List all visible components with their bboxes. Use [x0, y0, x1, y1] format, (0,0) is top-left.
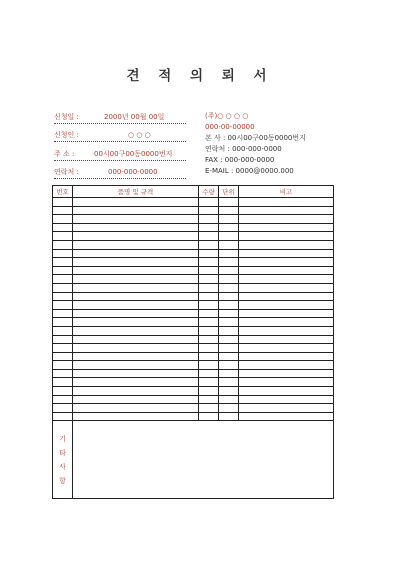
- applicant-value: ○ ○ ○: [128, 131, 151, 139]
- company-email: E-MAIL : 0000@0000.000: [205, 167, 294, 175]
- cell-unit[interactable]: [219, 395, 239, 404]
- cell-number[interactable]: [53, 326, 73, 335]
- cell-number[interactable]: [53, 215, 73, 224]
- cell-quantity[interactable]: [199, 404, 219, 413]
- cell-number[interactable]: [53, 335, 73, 344]
- cell-quantity[interactable]: [199, 249, 219, 258]
- table-row: [53, 335, 334, 344]
- notes-label-char: 사: [59, 462, 66, 471]
- cell-item-spec[interactable]: [73, 318, 199, 327]
- cell-number[interactable]: [53, 361, 73, 370]
- cell-item-spec[interactable]: [73, 258, 199, 267]
- table-header-row: [53, 186, 334, 198]
- cell-quantity[interactable]: [199, 326, 219, 335]
- cell-number[interactable]: [53, 249, 73, 258]
- cell-number[interactable]: [53, 283, 73, 292]
- cell-item-spec[interactable]: [73, 266, 199, 275]
- cell-unit[interactable]: [219, 335, 239, 344]
- cell-item-spec[interactable]: [73, 326, 199, 335]
- cell-unit[interactable]: [219, 266, 239, 275]
- table-row: [53, 318, 334, 327]
- address-value: 00시00구00동0000번지: [94, 150, 173, 158]
- cell-number[interactable]: [53, 206, 73, 215]
- request-date-row: [54, 112, 186, 124]
- table-row: [53, 240, 334, 249]
- cell-number[interactable]: [53, 352, 73, 361]
- cell-number[interactable]: [53, 301, 73, 310]
- cell-remarks[interactable]: [239, 223, 334, 232]
- notes-row: [53, 421, 334, 499]
- cell-unit[interactable]: [219, 198, 239, 207]
- cell-quantity[interactable]: [199, 240, 219, 249]
- cell-number[interactable]: [53, 378, 73, 387]
- cell-number[interactable]: [53, 258, 73, 267]
- cell-item-spec[interactable]: [73, 223, 199, 232]
- header-item-spec: 품명 및 규격: [73, 186, 199, 198]
- cell-remarks[interactable]: [239, 369, 334, 378]
- cell-unit[interactable]: [219, 240, 239, 249]
- cell-unit[interactable]: [219, 387, 239, 396]
- cell-remarks[interactable]: [239, 198, 334, 207]
- cell-number[interactable]: [53, 318, 73, 327]
- cell-quantity[interactable]: [199, 266, 219, 275]
- cell-unit[interactable]: [219, 275, 239, 284]
- cell-remarks[interactable]: [239, 232, 334, 241]
- cell-quantity[interactable]: [199, 378, 219, 387]
- cell-item-spec[interactable]: [73, 352, 199, 361]
- notes-label-char: 타: [59, 448, 66, 457]
- cell-quantity[interactable]: [199, 352, 219, 361]
- cell-unit[interactable]: [219, 369, 239, 378]
- cell-remarks[interactable]: [239, 335, 334, 344]
- cell-item-spec[interactable]: [73, 387, 199, 396]
- cell-item-spec[interactable]: [73, 404, 199, 413]
- cell-unit[interactable]: [219, 326, 239, 335]
- cell-number[interactable]: [53, 275, 73, 284]
- request-date-label: 신청일 :: [54, 113, 79, 121]
- cell-unit[interactable]: [219, 258, 239, 267]
- quote-table: [52, 185, 334, 499]
- table-row: [53, 301, 334, 310]
- cell-item-spec[interactable]: [73, 292, 199, 301]
- cell-number[interactable]: [53, 404, 73, 413]
- cell-quantity[interactable]: [199, 412, 219, 421]
- cell-quantity[interactable]: [199, 361, 219, 370]
- header-number: 번호: [53, 186, 73, 198]
- table-row: [53, 378, 334, 387]
- cell-number[interactable]: [53, 198, 73, 207]
- company-reg-no: 000-00-00000: [205, 123, 255, 131]
- cell-unit[interactable]: [219, 283, 239, 292]
- table-row: [53, 223, 334, 232]
- cell-quantity[interactable]: [199, 283, 219, 292]
- document-title: 견 적 의 뢰 서: [126, 68, 274, 84]
- cell-unit[interactable]: [219, 249, 239, 258]
- notes-label-char: 항: [59, 476, 66, 485]
- cell-item-spec[interactable]: [73, 249, 199, 258]
- cell-number[interactable]: [53, 223, 73, 232]
- cell-unit[interactable]: [219, 361, 239, 370]
- cell-quantity[interactable]: [199, 292, 219, 301]
- cell-number[interactable]: [53, 395, 73, 404]
- contact-value: 000-000-0000: [108, 168, 158, 176]
- table-row: [53, 344, 334, 353]
- cell-quantity[interactable]: [199, 318, 219, 327]
- cell-remarks[interactable]: [239, 344, 334, 353]
- table-row: [53, 395, 334, 404]
- address-row: [54, 149, 186, 161]
- cell-item-spec[interactable]: [73, 369, 199, 378]
- cell-unit[interactable]: [219, 378, 239, 387]
- cell-item-spec[interactable]: [73, 361, 199, 370]
- header-remarks: 비고: [239, 186, 334, 198]
- cell-number[interactable]: [53, 412, 73, 421]
- notes-label-char: 기: [59, 434, 66, 443]
- cell-item-spec[interactable]: [73, 412, 199, 421]
- company-name: (주)○ ○ ○ ○: [205, 112, 249, 120]
- table-row: [53, 275, 334, 284]
- header-quantity: 수량: [199, 186, 219, 198]
- table-row: [53, 352, 334, 361]
- cell-quantity[interactable]: [199, 258, 219, 267]
- header-unit: 단위: [219, 186, 239, 198]
- cell-item-spec[interactable]: [73, 335, 199, 344]
- table-row: [53, 232, 334, 241]
- table-row: [53, 326, 334, 335]
- table-row: [53, 206, 334, 215]
- cell-number[interactable]: [53, 387, 73, 396]
- table-row: [53, 404, 334, 413]
- cell-remarks[interactable]: [239, 387, 334, 396]
- cell-item-spec[interactable]: [73, 206, 199, 215]
- cell-remarks[interactable]: [239, 301, 334, 310]
- cell-number[interactable]: [53, 292, 73, 301]
- cell-item-spec[interactable]: [73, 395, 199, 404]
- cell-number[interactable]: [53, 240, 73, 249]
- cell-quantity[interactable]: [199, 198, 219, 207]
- cell-unit[interactable]: [219, 412, 239, 421]
- table-row: [53, 292, 334, 301]
- cell-remarks[interactable]: [239, 215, 334, 224]
- cell-quantity[interactable]: [199, 215, 219, 224]
- company-address: 본 사 : 00시00구00동0000번지: [205, 134, 306, 142]
- applicant-label: 신청인 :: [54, 131, 79, 139]
- cell-remarks[interactable]: [239, 361, 334, 370]
- cell-item-spec[interactable]: [73, 283, 199, 292]
- notes-input-area[interactable]: [73, 421, 334, 499]
- cell-quantity[interactable]: [199, 223, 219, 232]
- cell-quantity[interactable]: [199, 387, 219, 396]
- cell-remarks[interactable]: [239, 309, 334, 318]
- table-row: [53, 198, 334, 207]
- cell-remarks[interactable]: [239, 395, 334, 404]
- cell-unit[interactable]: [219, 223, 239, 232]
- cell-remarks[interactable]: [239, 258, 334, 267]
- cell-item-spec[interactable]: [73, 378, 199, 387]
- cell-quantity[interactable]: [199, 206, 219, 215]
- cell-quantity[interactable]: [199, 232, 219, 241]
- cell-quantity[interactable]: [199, 344, 219, 353]
- table-row: [53, 387, 334, 396]
- table-row: [53, 249, 334, 258]
- cell-unit[interactable]: [219, 215, 239, 224]
- table-row: [53, 369, 334, 378]
- cell-item-spec[interactable]: [73, 309, 199, 318]
- address-label: 주 소 :: [54, 150, 75, 158]
- request-date-value: 2000년 00월 00일: [104, 113, 165, 121]
- cell-remarks[interactable]: [239, 326, 334, 335]
- cell-unit[interactable]: [219, 232, 239, 241]
- cell-unit[interactable]: [219, 352, 239, 361]
- cell-remarks[interactable]: [239, 266, 334, 275]
- cell-number[interactable]: [53, 369, 73, 378]
- table-row: [53, 258, 334, 267]
- cell-remarks[interactable]: [239, 283, 334, 292]
- cell-unit[interactable]: [219, 318, 239, 327]
- table-row: [53, 283, 334, 292]
- table-row: [53, 215, 334, 224]
- table-row: [53, 309, 334, 318]
- cell-remarks[interactable]: [239, 275, 334, 284]
- cell-item-spec[interactable]: [73, 232, 199, 241]
- cell-remarks[interactable]: [239, 249, 334, 258]
- contact-label: 연락처 :: [54, 168, 79, 176]
- company-phone: 연락처 : 000-000-0000: [205, 145, 282, 153]
- cell-item-spec[interactable]: [73, 344, 199, 353]
- table-row: [53, 361, 334, 370]
- cell-unit[interactable]: [219, 292, 239, 301]
- cell-item-spec[interactable]: [73, 215, 199, 224]
- cell-number[interactable]: [53, 232, 73, 241]
- cell-quantity[interactable]: [199, 395, 219, 404]
- cell-remarks[interactable]: [239, 292, 334, 301]
- cell-quantity[interactable]: [199, 309, 219, 318]
- contact-row: [54, 167, 186, 179]
- cell-remarks[interactable]: [239, 318, 334, 327]
- cell-item-spec[interactable]: [73, 198, 199, 207]
- cell-quantity[interactable]: [199, 275, 219, 284]
- company-fax: FAX : 000-000-0000: [205, 156, 275, 164]
- table-row: [53, 412, 334, 421]
- cell-remarks[interactable]: [239, 352, 334, 361]
- cell-item-spec[interactable]: [73, 240, 199, 249]
- cell-unit[interactable]: [219, 404, 239, 413]
- cell-item-spec[interactable]: [73, 301, 199, 310]
- cell-number[interactable]: [53, 266, 73, 275]
- cell-unit[interactable]: [219, 301, 239, 310]
- cell-unit[interactable]: [219, 206, 239, 215]
- cell-item-spec[interactable]: [73, 275, 199, 284]
- notes-label: [53, 421, 73, 499]
- cell-quantity[interactable]: [199, 301, 219, 310]
- cell-remarks[interactable]: [239, 404, 334, 413]
- cell-quantity[interactable]: [199, 335, 219, 344]
- applicant-row: [54, 130, 186, 142]
- cell-remarks[interactable]: [239, 378, 334, 387]
- cell-unit[interactable]: [219, 344, 239, 353]
- cell-number[interactable]: [53, 309, 73, 318]
- cell-remarks[interactable]: [239, 240, 334, 249]
- cell-quantity[interactable]: [199, 369, 219, 378]
- cell-remarks[interactable]: [239, 412, 334, 421]
- cell-remarks[interactable]: [239, 206, 334, 215]
- cell-number[interactable]: [53, 344, 73, 353]
- table-row: [53, 266, 334, 275]
- cell-unit[interactable]: [219, 309, 239, 318]
